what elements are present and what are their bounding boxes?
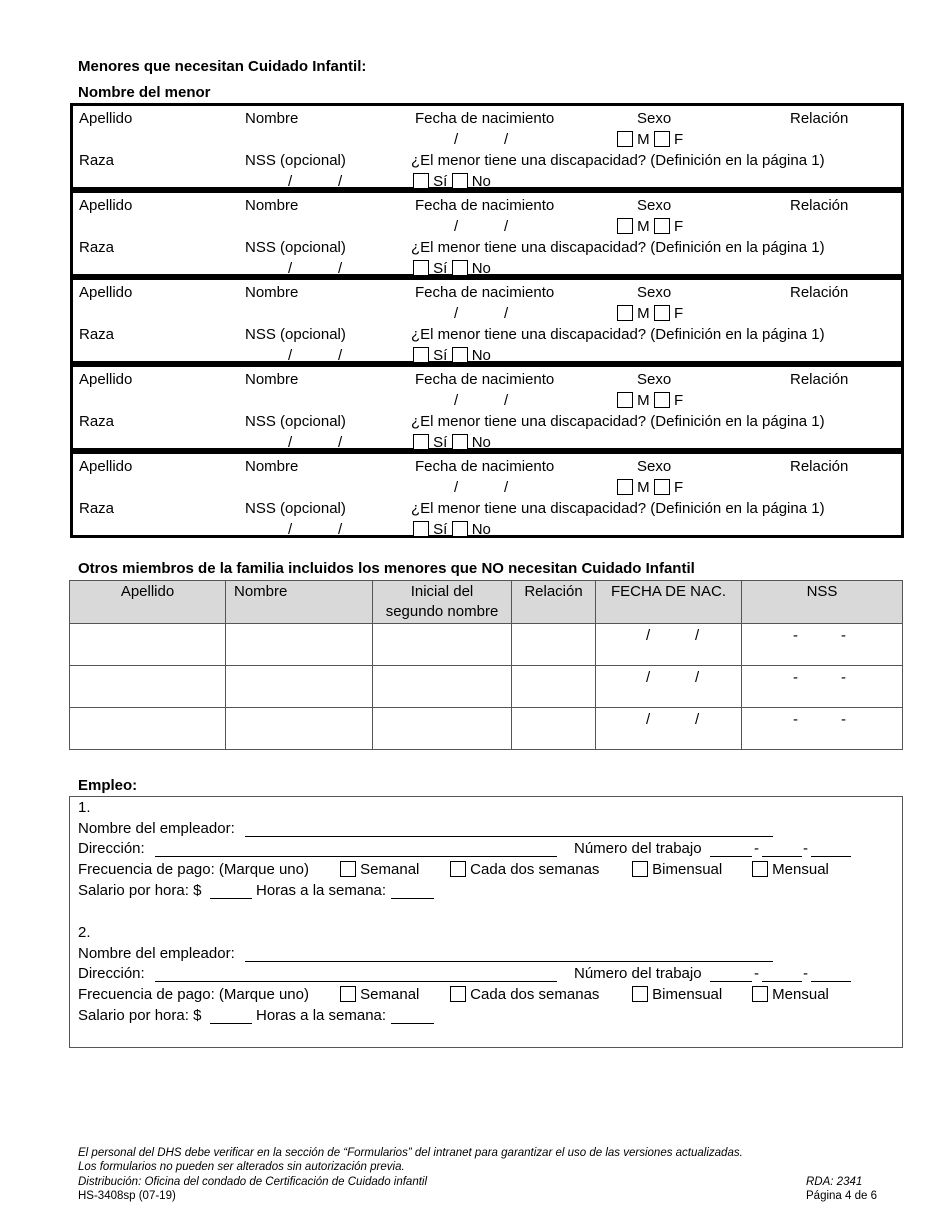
label-relation: Relación	[790, 110, 849, 127]
cell-last-name[interactable]	[70, 708, 226, 750]
hours-input[interactable]	[391, 1023, 434, 1024]
work-phone-prefix-input[interactable]	[762, 981, 802, 982]
ssn-slash-2: /	[338, 173, 343, 190]
cell-last-name[interactable]	[70, 666, 226, 708]
table-row	[70, 624, 903, 666]
phone-dash-2: -	[803, 965, 808, 982]
pay-semimonthly-checkbox[interactable]	[632, 861, 648, 877]
work-phone-label: Número del trabajo	[574, 965, 702, 982]
disability-options	[413, 260, 491, 278]
label-first-name: Nombre	[245, 458, 299, 475]
pay-monthly-option	[752, 986, 829, 1004]
label-first-name: Nombre	[245, 110, 299, 127]
disability-no-label: No	[471, 173, 491, 190]
sex-female-label: F	[674, 131, 684, 148]
pay-weekly-option	[340, 986, 419, 1004]
dob-slash-1: /	[454, 479, 459, 496]
label-race: Raza	[79, 500, 115, 517]
ssn-dash-1: -	[793, 669, 798, 686]
work-phone-area-input[interactable]	[710, 981, 752, 982]
label-first-name: Nombre	[245, 284, 299, 301]
children-section-title: Menores que necesitan Cuidado Infantil:	[78, 58, 367, 75]
pay-biweekly-label: Cada dos semanas	[470, 861, 600, 878]
dob-slash-1: /	[646, 669, 651, 686]
label-sex: Sexo	[637, 110, 672, 127]
label-relation: Relación	[790, 458, 849, 475]
cell-relation[interactable]	[512, 666, 596, 708]
sex-female-checkbox[interactable]	[654, 131, 670, 147]
dob-slash-1: /	[646, 627, 651, 644]
dob-slash-2: /	[695, 669, 700, 686]
address-label: Dirección:	[78, 840, 145, 857]
label-last-name: Apellido	[79, 284, 133, 301]
disability-yes-checkbox[interactable]	[413, 173, 429, 189]
pay-monthly-label: Mensual	[772, 861, 829, 878]
sex-female-checkbox[interactable]	[654, 392, 670, 408]
pay-monthly-checkbox[interactable]	[752, 986, 768, 1002]
label-first-name: Nombre	[245, 371, 299, 388]
dob-slash-1: /	[454, 392, 459, 409]
disability-yes-label: Sí	[433, 173, 448, 190]
cell-ssn[interactable]	[742, 624, 903, 666]
sex-options	[617, 218, 683, 236]
label-relation: Relación	[790, 371, 849, 388]
cell-ssn[interactable]	[742, 666, 903, 708]
children-section-subtitle: Nombre del menor	[78, 84, 211, 101]
label-ssn: NSS (opcional)	[245, 413, 346, 430]
label-sex: Sexo	[637, 284, 672, 301]
ssn-slash-1: /	[288, 173, 293, 190]
cell-ssn[interactable]	[742, 708, 903, 750]
phone-dash-1: -	[754, 840, 759, 857]
pay-weekly-label: Semanal	[360, 986, 420, 1003]
sex-female-label: F	[674, 305, 684, 322]
ssn-slash-1: /	[288, 347, 293, 364]
pay-weekly-label: Semanal	[360, 861, 420, 878]
label-last-name: Apellido	[79, 458, 133, 475]
dob-slash-1: /	[454, 131, 459, 148]
disability-no-label: No	[471, 521, 491, 538]
label-relation: Relación	[790, 284, 849, 301]
employment-box	[69, 796, 903, 1048]
wage-label: Salario por hora: $	[78, 1007, 202, 1024]
phone-dash-1: -	[754, 965, 759, 982]
work-phone-prefix-input[interactable]	[762, 856, 802, 857]
label-ssn: NSS (opcional)	[245, 239, 346, 256]
sex-female-checkbox[interactable]	[654, 218, 670, 234]
employer-label: Nombre del empleador:	[78, 820, 235, 837]
ssn-slash-1: /	[288, 434, 293, 451]
label-ssn: NSS (opcional)	[245, 500, 346, 517]
disability-options	[413, 521, 491, 539]
disability-options	[413, 173, 491, 191]
ssn-dash-2: -	[841, 669, 846, 686]
wage-input[interactable]	[210, 1023, 252, 1024]
pay-semimonthly-checkbox[interactable]	[632, 986, 648, 1002]
disability-yes-checkbox[interactable]	[413, 434, 429, 450]
dob-slash-2: /	[695, 711, 700, 728]
disability-no-checkbox[interactable]	[452, 173, 468, 189]
ssn-dash-1: -	[793, 711, 798, 728]
header-dob: FECHA DE NAC.	[596, 581, 742, 624]
header-first-name	[226, 581, 373, 624]
footer-line-2: Los formularios no pueden ser alterados sin autorización previa.	[78, 1161, 405, 1173]
footer-rda: RDA: 2341	[806, 1176, 863, 1188]
wage-label: Salario por hora: $	[78, 882, 202, 899]
disability-yes-label: Sí	[433, 260, 448, 277]
sex-options	[617, 479, 683, 497]
cell-dob[interactable]	[596, 708, 742, 750]
child-entry	[70, 277, 904, 364]
cell-last-name[interactable]	[70, 624, 226, 666]
ssn-slash-1: /	[288, 521, 293, 538]
hours-label: Horas a la semana:	[256, 1007, 387, 1024]
ssn-slash-2: /	[338, 260, 343, 277]
pay-weekly-checkbox[interactable]	[340, 861, 356, 877]
label-last-name: Apellido	[79, 197, 133, 214]
phone-dash-2: -	[803, 840, 808, 857]
header-ssn: NSS	[742, 581, 903, 624]
disability-no-checkbox[interactable]	[452, 260, 468, 276]
sex-options	[617, 131, 683, 149]
employment-entry	[70, 922, 902, 1047]
sex-options	[617, 392, 683, 410]
ssn-slash-2: /	[338, 347, 343, 364]
cell-relation[interactable]	[512, 708, 596, 750]
label-sex: Sexo	[637, 458, 672, 475]
footer-form-id: HS-3408sp (07-19)	[78, 1190, 176, 1202]
label-dob: Fecha de nacimiento	[415, 110, 555, 127]
sex-female-checkbox[interactable]	[654, 479, 670, 495]
label-relation: Relación	[790, 197, 849, 214]
work-phone-line-input[interactable]	[811, 856, 851, 857]
header-middle-initial-line2: segundo nombre	[385, 603, 499, 620]
label-disability: ¿El menor tiene una discapacidad? (Definición en la página 1)	[411, 413, 825, 430]
pay-semimonthly-option	[632, 986, 722, 1004]
pay-biweekly-label: Cada dos semanas	[470, 986, 600, 1003]
disability-yes-checkbox[interactable]	[413, 347, 429, 363]
table-row	[70, 708, 903, 750]
disability-yes-label: Sí	[433, 434, 448, 451]
cell-dob[interactable]	[596, 666, 742, 708]
pay-weekly-option	[340, 861, 419, 879]
dob-slash-2: /	[504, 479, 509, 496]
pay-monthly-checkbox[interactable]	[752, 861, 768, 877]
cell-middle-initial[interactable]	[373, 708, 512, 750]
disability-yes-checkbox[interactable]	[413, 521, 429, 537]
other-members-header-row	[70, 581, 903, 624]
ssn-dash-2: -	[841, 711, 846, 728]
hours-input[interactable]	[391, 898, 434, 899]
disability-yes-label: Sí	[433, 347, 448, 364]
label-dob: Fecha de nacimiento	[415, 284, 555, 301]
label-disability: ¿El menor tiene una discapacidad? (Definición en la página 1)	[411, 239, 825, 256]
work-phone-line-input[interactable]	[811, 981, 851, 982]
label-disability: ¿El menor tiene una discapacidad? (Definición en la página 1)	[411, 500, 825, 517]
label-ssn: NSS (opcional)	[245, 326, 346, 343]
label-disability: ¿El menor tiene una discapacidad? (Definición en la página 1)	[411, 326, 825, 343]
ssn-dash-2: -	[841, 627, 846, 644]
pay-semimonthly-label: Bimensual	[652, 861, 723, 878]
label-dob: Fecha de nacimiento	[415, 458, 555, 475]
dob-slash-2: /	[504, 392, 509, 409]
sex-male-checkbox[interactable]	[617, 479, 633, 495]
ssn-dash-1: -	[793, 627, 798, 644]
pay-monthly-option	[752, 861, 829, 879]
ssn-slash-2: /	[338, 434, 343, 451]
header-middle-initial-line1: Inicial del	[410, 583, 474, 600]
entry-number: 2.	[78, 924, 91, 941]
employer-input[interactable]	[245, 836, 773, 837]
disability-no-checkbox[interactable]	[452, 434, 468, 450]
sex-male-label: M	[637, 131, 650, 148]
address-label: Dirección:	[78, 965, 145, 982]
disability-options	[413, 434, 491, 452]
label-ssn: NSS (opcional)	[245, 152, 346, 169]
work-phone-area-input[interactable]	[710, 856, 752, 857]
dob-slash-2: /	[504, 131, 509, 148]
wage-input[interactable]	[210, 898, 252, 899]
pay-semimonthly-option	[632, 861, 722, 879]
pay-monthly-label: Mensual	[772, 986, 829, 1003]
disability-no-label: No	[471, 347, 491, 364]
disability-no-label: No	[471, 434, 491, 451]
label-sex: Sexo	[637, 197, 672, 214]
sex-female-label: F	[674, 392, 684, 409]
ssn-slash-1: /	[288, 260, 293, 277]
disability-yes-checkbox[interactable]	[413, 260, 429, 276]
child-entry	[70, 364, 904, 451]
disability-no-label: No	[471, 260, 491, 277]
other-members-title: Otros miembros de la familia incluidos los menores que NO necesitan Cuidado Infantil	[78, 560, 695, 577]
pay-weekly-checkbox[interactable]	[340, 986, 356, 1002]
disability-yes-label: Sí	[433, 521, 448, 538]
footer-line-3: Distribución: Oficina del condado de Certificación de Cuidado infantil	[78, 1176, 428, 1188]
label-dob: Fecha de nacimiento	[415, 197, 555, 214]
child-entry	[70, 190, 904, 277]
label-race: Raza	[79, 326, 115, 343]
pay-biweekly-option	[450, 861, 599, 879]
child-entry	[70, 451, 904, 538]
cell-middle-initial[interactable]	[373, 624, 512, 666]
dob-slash-2: /	[504, 305, 509, 322]
dob-slash-1: /	[454, 218, 459, 235]
footer-page-number: Página 4 de 6	[806, 1190, 877, 1202]
address-input[interactable]	[155, 856, 557, 857]
sex-female-label: F	[674, 218, 684, 235]
pay-frequency-label: Frecuencia de pago: (Marque uno)	[78, 861, 309, 878]
sex-options	[617, 305, 683, 323]
sex-male-checkbox[interactable]	[617, 392, 633, 408]
dob-slash-1: /	[454, 305, 459, 322]
label-race: Raza	[79, 152, 115, 169]
sex-male-label: M	[637, 392, 650, 409]
employer-label: Nombre del empleador:	[78, 945, 235, 962]
label-race: Raza	[79, 413, 115, 430]
header-middle-initial	[373, 581, 512, 624]
pay-biweekly-checkbox[interactable]	[450, 986, 466, 1002]
pay-semimonthly-label: Bimensual	[652, 986, 723, 1003]
sex-male-checkbox[interactable]	[617, 131, 633, 147]
label-sex: Sexo	[637, 371, 672, 388]
pay-frequency-label: Frecuencia de pago: (Marque uno)	[78, 986, 309, 1003]
dob-slash-2: /	[504, 218, 509, 235]
label-last-name: Apellido	[79, 110, 133, 127]
cell-relation[interactable]	[512, 624, 596, 666]
cell-first-name[interactable]	[226, 666, 373, 708]
dob-slash-2: /	[695, 627, 700, 644]
hours-label: Horas a la semana:	[256, 882, 387, 899]
pay-biweekly-checkbox[interactable]	[450, 861, 466, 877]
header-last-name: Apellido	[70, 581, 226, 624]
other-members-table	[69, 580, 903, 750]
sex-male-checkbox[interactable]	[617, 305, 633, 321]
header-first-name-text: Nombre	[234, 583, 288, 600]
label-first-name: Nombre	[245, 197, 299, 214]
sex-female-label: F	[674, 479, 684, 496]
header-relation: Relación	[512, 581, 596, 624]
disability-no-checkbox[interactable]	[452, 347, 468, 363]
disability-options	[413, 347, 491, 365]
sex-male-checkbox[interactable]	[617, 218, 633, 234]
sex-female-checkbox[interactable]	[654, 305, 670, 321]
employment-entry	[70, 797, 902, 922]
cell-first-name[interactable]	[226, 624, 373, 666]
cell-dob[interactable]	[596, 624, 742, 666]
entry-number: 1.	[78, 799, 91, 816]
sex-male-label: M	[637, 218, 650, 235]
sex-male-label: M	[637, 305, 650, 322]
address-input[interactable]	[155, 981, 557, 982]
child-entry	[70, 103, 904, 190]
table-row	[70, 666, 903, 708]
cell-middle-initial[interactable]	[373, 666, 512, 708]
label-last-name: Apellido	[79, 371, 133, 388]
label-disability: ¿El menor tiene una discapacidad? (Definición en la página 1)	[411, 152, 825, 169]
label-dob: Fecha de nacimiento	[415, 371, 555, 388]
pay-biweekly-option	[450, 986, 599, 1004]
disability-no-checkbox[interactable]	[452, 521, 468, 537]
employer-input[interactable]	[245, 961, 773, 962]
ssn-slash-2: /	[338, 521, 343, 538]
employment-title: Empleo:	[78, 777, 138, 794]
dob-slash-1: /	[646, 711, 651, 728]
label-race: Raza	[79, 239, 115, 256]
footer-line-1: El personal del DHS debe verificar en la sección de “Formularios” del intranet para garantizar el uso de las versiones actualizadas.	[78, 1147, 743, 1159]
work-phone-label: Número del trabajo	[574, 840, 702, 857]
sex-male-label: M	[637, 479, 650, 496]
cell-first-name[interactable]	[226, 708, 373, 750]
